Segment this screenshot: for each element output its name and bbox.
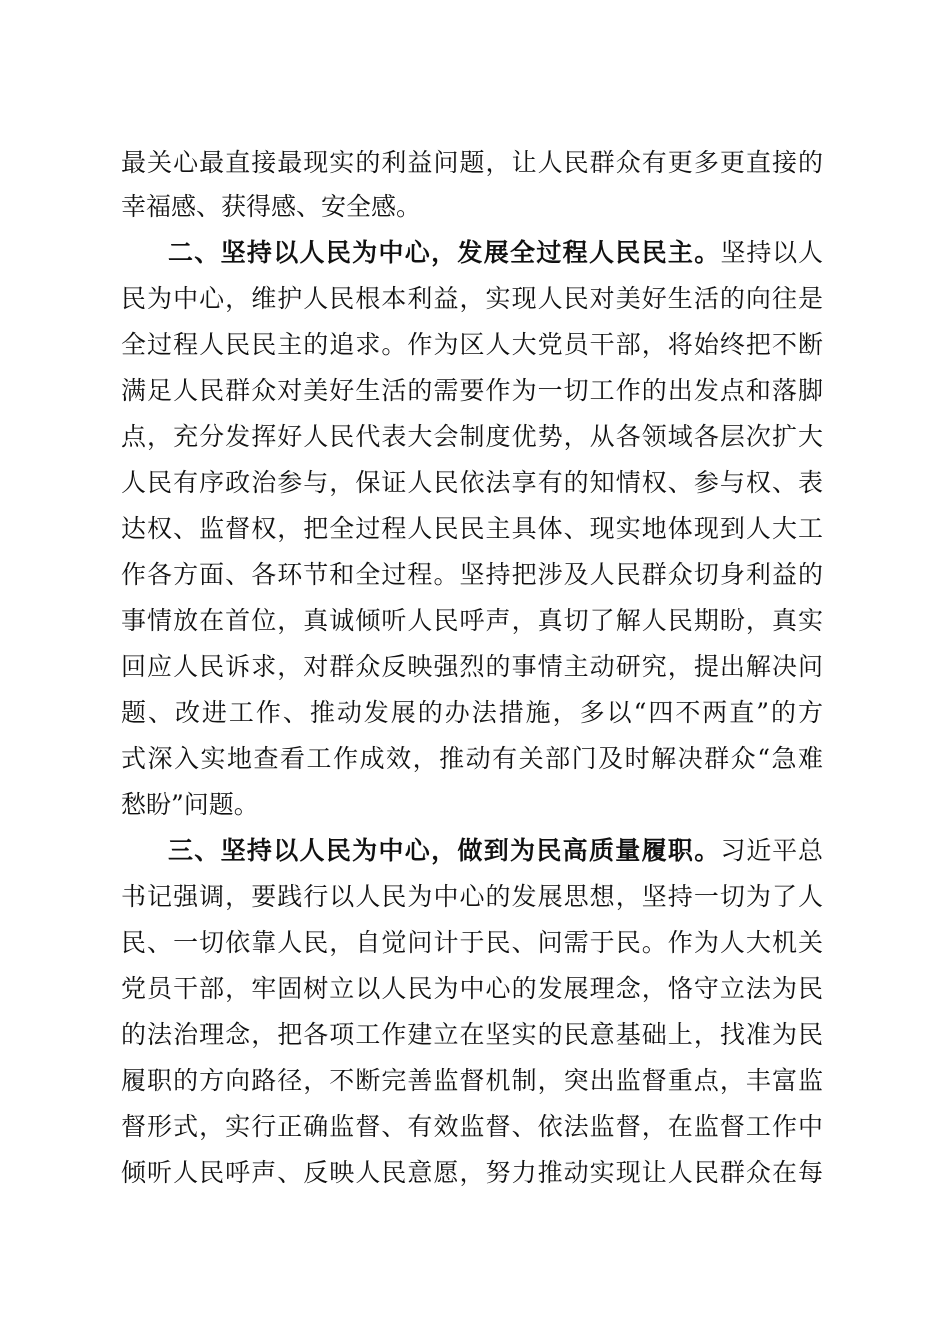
paragraph-line: 满足人民群众对美好生活的需要作为一切工作的出发点和落脚 — [121, 376, 823, 405]
paragraph-line: 全过程人民民主的追求。作为区人大党员干部，将始终把不断 — [121, 330, 823, 359]
paragraph-line: 达权、监督权，把全过程人民民主具体、现实地体现到人大工 — [121, 514, 823, 543]
paragraph-line: 倾听人民呼声、反映人民意愿，努力推动实现让人民群众在每 — [121, 1158, 823, 1187]
section-2-heading: 二、坚持以人民为中心，发展全过程人民民主。 — [168, 238, 721, 267]
paragraph-line: 最关心最直接最现实的利益问题，让人民群众有更多更直接的 — [121, 148, 823, 177]
paragraph-line: 事情放在首位，真诚倾听人民呼声，真切了解人民期盼，真实 — [121, 606, 823, 635]
paragraph-line: 式深入实地查看工作成效，推动有关部门及时解决群众“急难 — [121, 744, 823, 773]
section-2-first-line — [168, 231, 823, 275]
paragraph-line: 幸福感、获得感、安全感。 — [121, 192, 422, 221]
paragraph-line: 书记强调，要践行以人民为中心的发展思想，坚持一切为了人 — [121, 882, 823, 911]
paragraph-line: 回应人民诉求，对群众反映强烈的事情主动研究，提出解决问 — [121, 652, 823, 681]
paragraph-line: 督形式，实行正确监督、有效监督、依法监督，在监督工作中 — [121, 1112, 823, 1141]
paragraph-line: 民为中心，维护人民根本利益，实现人民对美好生活的向往是 — [121, 284, 823, 313]
paragraph-line: 人民有序政治参与，保证人民依法享有的知情权、参与权、表 — [121, 468, 823, 497]
paragraph-line: 愁盼”问题。 — [121, 790, 259, 819]
section-3-heading: 三、坚持以人民为中心，做到为民高质量履职。 — [168, 836, 721, 865]
paragraph-line: 作各方面、各环节和全过程。坚持把涉及人民群众切身利益的 — [121, 560, 823, 589]
paragraph-line: 党员干部，牢固树立以人民为中心的发展理念，恪守立法为民 — [121, 974, 823, 1003]
paragraph-line: 点，充分发挥好人民代表大会制度优势，从各领域各层次扩大 — [121, 422, 823, 451]
paragraph-line: 的法治理念，把各项工作建立在坚实的民意基础上，找准为民 — [121, 1020, 823, 1049]
paragraph-line: 民、一切依靠人民，自觉问计于民、问需于民。作为人大机关 — [121, 928, 823, 957]
paragraph-line: 题、改进工作、推动发展的办法措施，多以“四不两直”的方 — [121, 698, 823, 727]
section-3-first-line — [168, 829, 823, 873]
section-2-first-line-text: 坚持以人 — [720, 238, 823, 267]
paragraph-line: 履职的方向路径，不断完善监督机制，突出监督重点，丰富监 — [121, 1066, 823, 1095]
section-3-first-line-text: 习近平总 — [720, 836, 823, 865]
